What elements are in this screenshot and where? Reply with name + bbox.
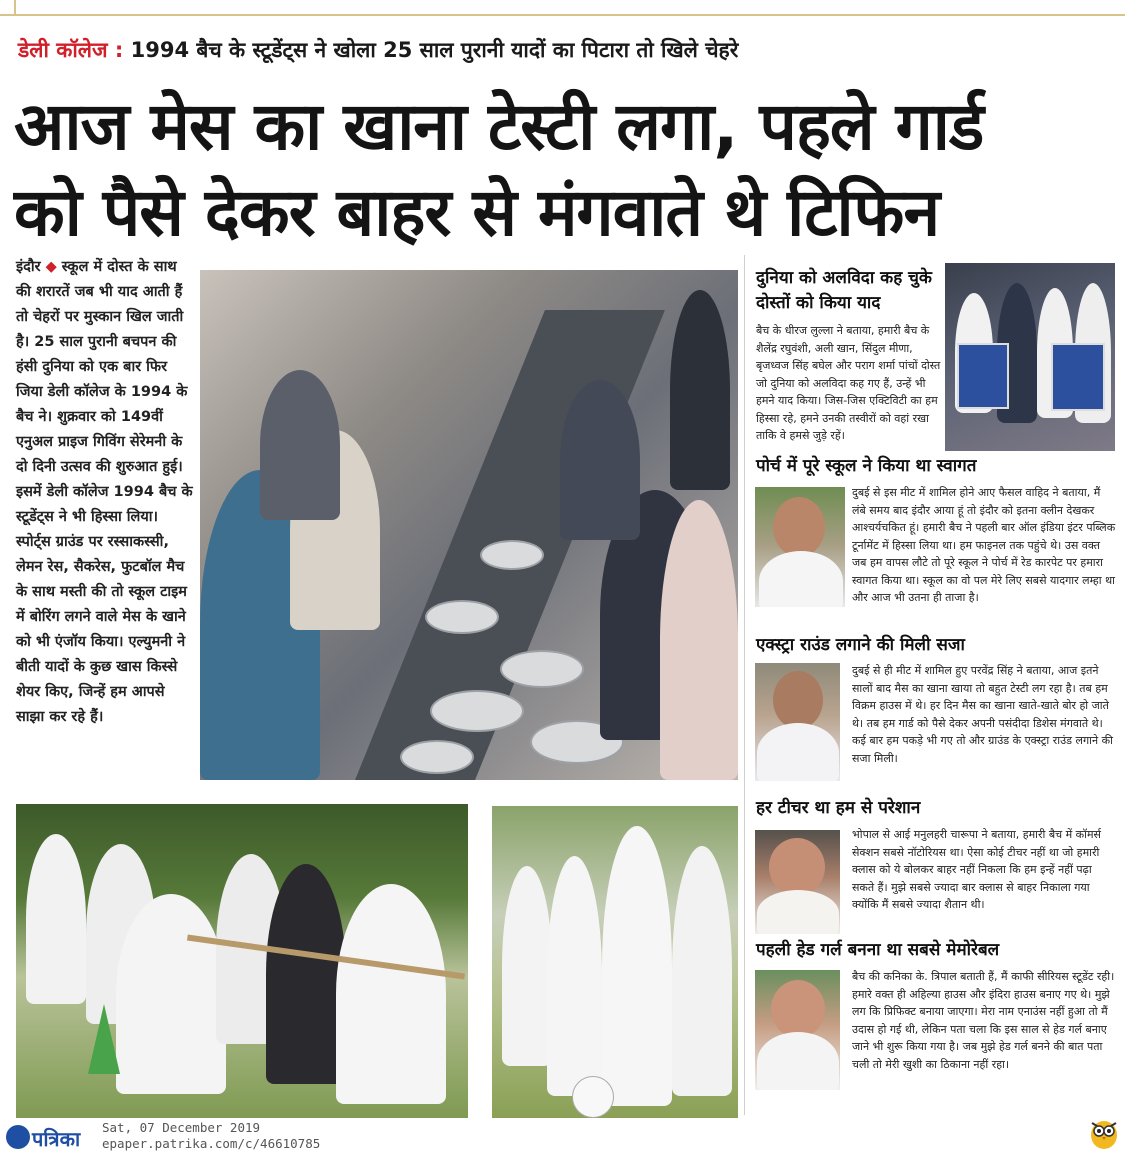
section-body-punishment-text: दुबई से ही मीट में शामिल हुए परवेंद्र सिंह ने बताया, आज इतने सालों बाद मैस का खाना खाया तो बहुत टेस्टी लग रहा है। तब हम विक्रम हाउस में थे। हर दिन मैस का खाना खाते-खाते बोर हो जाते थे। तब हम गार्ड को पैसे देकर अपनी पसंदीदा डिशेस मंगवाते थे। कई बार हम पकड़े भी गए तो और ग्राउंड के एक्स्ट्रा राउंड लगाने की सजा मिली।: [852, 664, 1113, 765]
section-body-teachers: [852, 826, 1116, 914]
photo-parvendra-singh: [755, 663, 840, 781]
dateline: इंदौर: [16, 259, 41, 275]
photo-tribute-stage: [945, 263, 1115, 451]
section-body-teachers-text: भोपाल से आई मनुलहरी चारूपा ने बताया, हमारी बैच में कॉमर्स सेक्शन सबसे नॉटोरियस था। ऐसा कोई टीचर नहीं था जो हमारी क्लास को ये बोलकर बाहर नहीं निकला कि हम इन्हें नहीं पढ़ा सकते हैं। मुझे सबसे ज्यादा बार क्लास से बाहर निकाला गया क्योंकि मैं सबसे ज्यादा शैतान थी।: [852, 828, 1101, 911]
section-body-porch-text: दुबई से इस मीट में शामिल होने आए फैसल वाहिद ने बताया, मैं लंबे समय बाद इंदौर आया हूं तो इंदौर को इतना क्लीन देखकर आश्चर्यचकित हूं। हमारी बैच ने पहली बार ऑल इंडिया इंटर पब्लिक टूर्नामेंट में हिस्सा लिया था। हम फाइनल तक पहुंचे थे। उस वक्त जब हम वापस लौटे तो पूरे स्कूल ने पोर्च में रेड कारपेट पर हमारा स्वागत किया था। स्कूल का वो पल मेरे लिए सबसे यादगार लम्हा था और आज भी उतना ही ताजा है।: [852, 486, 1116, 604]
top-border: [0, 0, 1125, 16]
kicker-text: 1994 बैच के स्टूडेंट्स ने खोला 25 साल पुरानी यादों का पिटारा तो खिले चेहरे: [123, 38, 739, 62]
headline: [14, 84, 1114, 256]
kicker-label: डेली कॉलेज :: [18, 38, 124, 62]
owl-icon[interactable]: [1089, 1116, 1119, 1150]
edition-date: Sat, 07 December 2019: [102, 1120, 261, 1135]
patrika-globe-icon: [6, 1125, 30, 1149]
column-divider: [744, 255, 745, 1115]
patrika-logo-text: पत्रिका: [32, 1127, 81, 1151]
epaper-url[interactable]: epaper.patrika.com/c/46610785: [102, 1136, 321, 1151]
section-title-head-girl: पहली हेड गर्ल बनना था सबसे मेमोरेबल: [756, 940, 1000, 960]
dateline-marker-icon: ◆: [45, 259, 57, 275]
section-title-punishment: एक्स्ट्रा राउंड लगाने की मिली सजा: [756, 635, 965, 655]
section-body-farewell-text: बैच के धीरज लुल्ला ने बताया, हमारी बैच के शैलेंद्र रघुवंशी, अली खान, सिंदुल मीणा, बृजध्वज सिंह बघेल और पराग शर्मा पांचों दोस्त जो दुनिया को अलविदा कह गए हैं, उन्हें भी हमने याद किया। जिस-जिस एक्टिविटी का हम हिस्सा रहे, हमने उनकी तस्वीरों को वहां रखा ताकि वे हमसे जुड़े रहें।: [756, 324, 941, 442]
headline-line-1: आज मेस का खाना टेस्टी लगा, पहले गार्ड: [14, 88, 984, 165]
section-body-head-girl-text: बैच की कनिका के. त्रिपाल बताती हैं, मैं काफी सीरियस स्टूडेंट रही। हमारे वक्त ही अहिल्या हाउस और इंदिरा हाउस बनाए गए थे। मुझे लग कि प्रिफिक्ट बनाया जाएगा। मेरा नाम एनाउंस नहीं हुआ तो मैं उदास हो गई थी, लेकिन पता चला कि इस साल से हेड गर्ल बनाए जाने भी शुरू किया गया है। जब मुझे हेड गर्ल बनने की बात पता चली तो मेरी खुशी का ठिकाना नहीं रहा।: [852, 970, 1115, 1071]
section-title-porch: पोर्च में पूरे स्कूल ने किया था स्वागत: [756, 456, 977, 476]
section-body-farewell: [756, 322, 941, 445]
section-title-teachers: हर टीचर था हम से परेशान: [756, 798, 921, 818]
photo-faisal-wahid: [755, 487, 845, 607]
photo-tug-of-war: [16, 804, 468, 1118]
photo-mess-dining: [200, 270, 738, 780]
lead-paragraph: [16, 255, 194, 730]
lead-text: स्कूल में दोस्त के साथ की शरारतें जब भी याद आती हैं तो चेहरों पर मुस्कान खिल जाती है। 25 साल पुरानी बचपन की हंसी दुनिया को एक बार फिर जिया डेली कॉलेज के 1994 के बैच ने। शुक्रवार को 149वीं एनुअल प्राइज गिविंग सेरेमनी के दो दिनी उत्सव की शुरुआत हुई। इसमें डेली कॉलेज 1994 बैच के स्टूडेंट्स ने भी हिस्सा लिया। स्पोर्ट्स ग्राउंड पर रस्साकस्सी, लेमन रेस, सैकरेस, फुटबॉल मैच के साथ मस्ती की तो स्कूल टाइम में बोरिंग लगने वाले मेस के खाने को भी एंजॉय किया। एल्युमनी ने बीती यादों के कुछ खास किस्से शेयर किए, जिन्हें हम आपसे साझा कर रहे हैं।: [16, 259, 193, 725]
headline-line-2: को पैसे देकर बाहर से मंगवाते थे टिफिन: [14, 174, 940, 251]
patrika-logo[interactable]: [6, 1122, 92, 1152]
section-title-farewell: दुनिया को अलविदा कह चुके दोस्तों को किया याद: [756, 268, 932, 313]
kicker: [18, 36, 738, 64]
section-body-porch: [852, 484, 1116, 607]
footer-meta: [102, 1120, 320, 1152]
section-body-head-girl: [852, 968, 1116, 1073]
photo-manulahari-charupa: [755, 830, 840, 934]
photo-lemon-race: [492, 806, 738, 1118]
section-body-punishment: [852, 662, 1116, 767]
photo-kanika-tripal: [755, 970, 840, 1090]
